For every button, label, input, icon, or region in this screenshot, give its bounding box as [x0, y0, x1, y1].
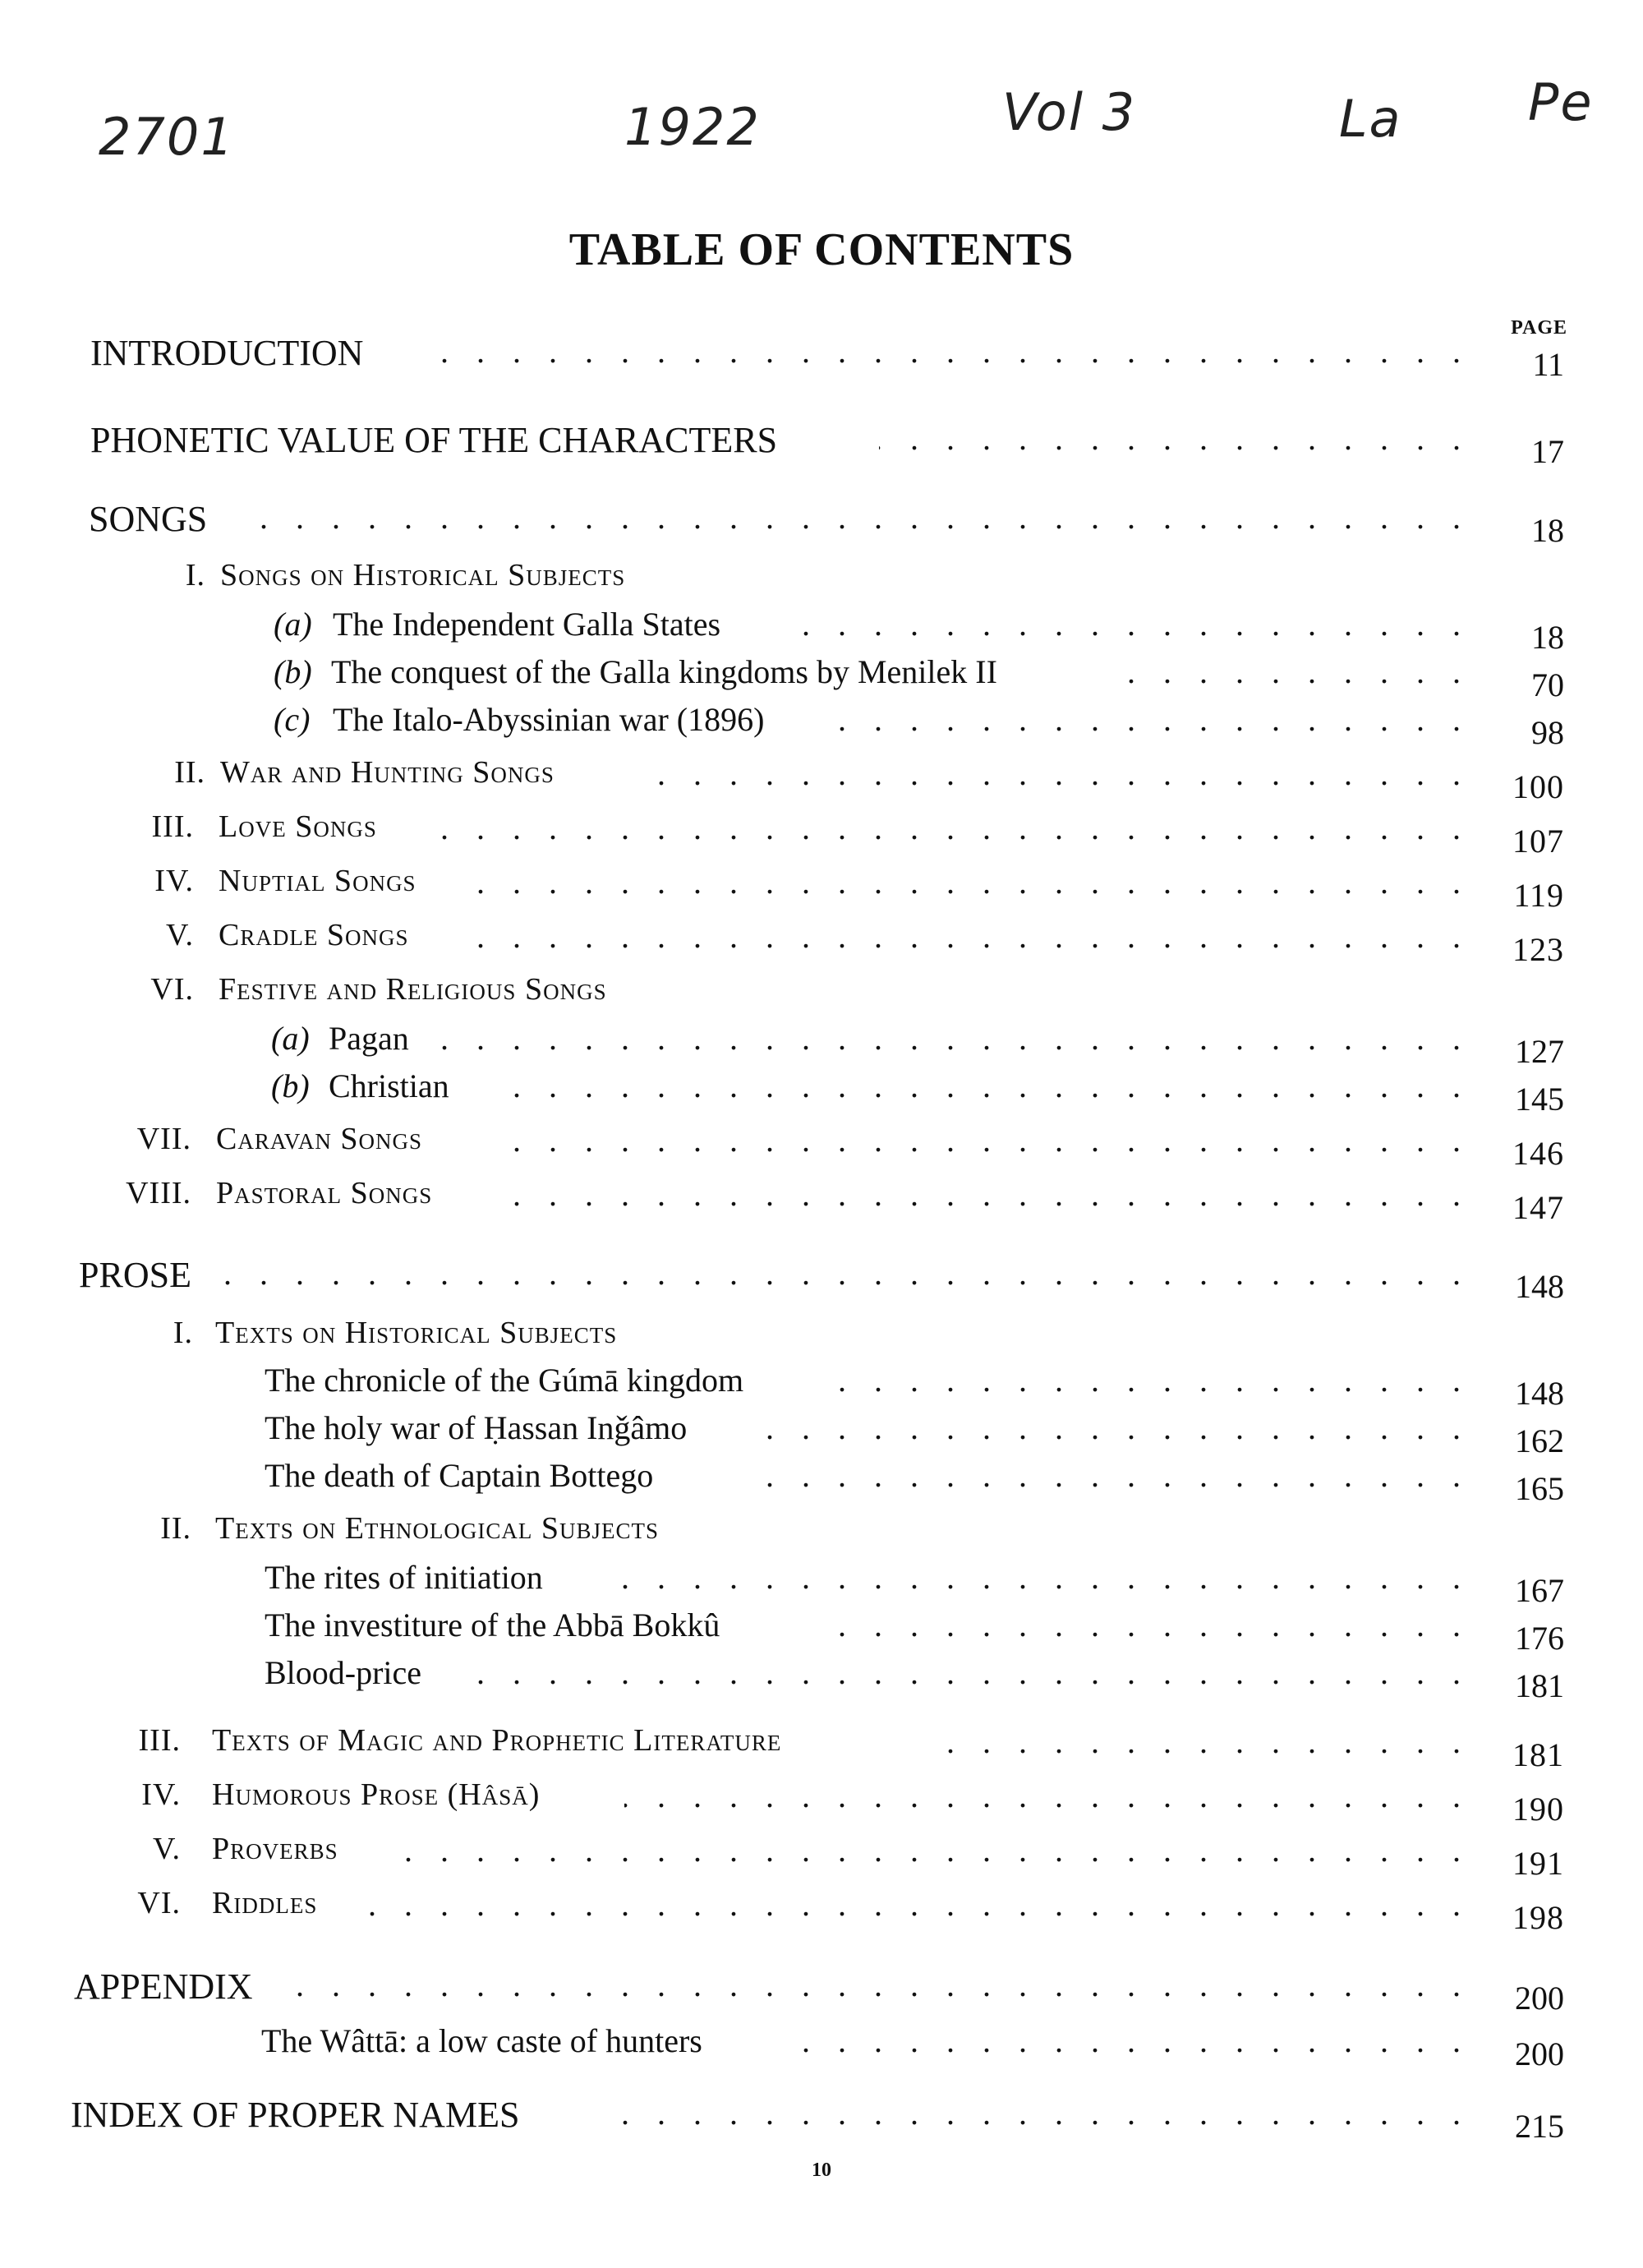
toc-entry — [0, 700, 1643, 749]
entry-page: 181 — [1515, 1667, 1564, 1704]
dot-leader — [937, 1722, 1470, 1759]
entry-label: Caravan Songs — [216, 1122, 423, 1156]
entry-number: I. — [173, 1316, 193, 1350]
handwritten-language: La — [1339, 89, 1402, 149]
dot-leader — [838, 700, 1470, 736]
dot-leader — [591, 2094, 1470, 2130]
entry-page: 198 — [1512, 1899, 1564, 1936]
entry-label: Humorous Prose (Hâsā) — [212, 1777, 541, 1812]
toc-entry — [0, 1315, 1643, 1364]
dot-leader — [288, 1966, 1470, 2002]
entry-number: I. — [185, 558, 205, 592]
handwritten-accession: 2701 — [99, 107, 235, 167]
entry-page: 176 — [1515, 1620, 1564, 1657]
dot-leader — [813, 1606, 1470, 1642]
dot-leader — [386, 1831, 1470, 1867]
entry-page: 123 — [1512, 931, 1564, 968]
entry-number: II. — [174, 755, 205, 790]
entry-number: (a) — [274, 606, 312, 643]
toc-entry — [0, 557, 1643, 606]
dot-leader — [641, 754, 1470, 791]
entry-number: VII. — [136, 1122, 191, 1156]
dot-leader — [739, 1456, 1470, 1492]
entry-page: 167 — [1515, 1572, 1564, 1609]
dot-leader — [879, 419, 1470, 455]
entry-page: 18 — [1531, 619, 1564, 656]
toc-entry — [0, 863, 1643, 912]
entry-label: Nuptial Songs — [219, 864, 417, 898]
toc-entry — [0, 1019, 1643, 1068]
entry-page: 148 — [1515, 1375, 1564, 1412]
entry-label: War and Hunting Songs — [220, 755, 555, 790]
page-title: TABLE OF CONTENTS — [568, 224, 1075, 275]
toc-entry — [0, 1121, 1643, 1170]
toc-entry — [0, 1966, 1643, 2015]
toc-entry — [0, 917, 1643, 966]
dot-leader — [353, 1885, 1470, 1921]
dot-leader — [440, 1019, 1470, 1055]
toc-entry — [0, 1831, 1643, 1880]
entry-number: (b) — [274, 653, 312, 690]
entry-page: 127 — [1515, 1033, 1564, 1070]
entry-number: III. — [151, 809, 194, 844]
dot-leader — [1117, 652, 1470, 689]
toc-entry — [0, 1254, 1643, 1303]
toc-entry — [0, 971, 1643, 1021]
toc-entry — [0, 498, 1643, 547]
dot-leader — [624, 1777, 1470, 1813]
entry-page: 200 — [1515, 2035, 1564, 2072]
entry-label: Riddles — [212, 1886, 318, 1920]
page-column-heading: PAGE — [1511, 317, 1567, 339]
entry-page: 18 — [1531, 512, 1564, 549]
entry-number: V. — [165, 918, 194, 952]
toc-entry — [0, 754, 1643, 804]
entry-page: 119 — [1513, 877, 1564, 914]
entry-label: Proverbs — [212, 1832, 338, 1866]
entry-page: 107 — [1512, 823, 1564, 860]
entry-number: II. — [160, 1511, 191, 1546]
entry-label: Texts on Ethnological Subjects — [215, 1511, 660, 1546]
entry-label: The rites of initiation — [265, 1559, 543, 1596]
entry-page: 215 — [1515, 2108, 1564, 2145]
entry-label: Pagan — [329, 1020, 409, 1057]
entry-page: 191 — [1512, 1845, 1564, 1882]
entry-page: 146 — [1512, 1135, 1564, 1172]
toc-entry — [0, 1456, 1643, 1505]
entry-page: 17 — [1531, 433, 1564, 470]
toc-entry — [0, 605, 1643, 654]
entry-page: 190 — [1512, 1791, 1564, 1828]
entry-label: Blood-price — [265, 1654, 422, 1691]
toc-entry — [0, 809, 1643, 858]
entry-label: The holy war of Ḥassan Inǧâmo — [265, 1409, 688, 1446]
entry-page: 162 — [1515, 1422, 1564, 1459]
entry-number: VI. — [150, 972, 194, 1007]
toc-entry — [0, 1175, 1643, 1224]
toc-entry — [0, 1885, 1643, 1934]
entry-label: PROSE — [79, 1255, 191, 1295]
entry-label: Love Songs — [219, 809, 377, 844]
entry-page: 70 — [1531, 666, 1564, 703]
dot-leader — [764, 1408, 1470, 1445]
entry-page: 11 — [1532, 346, 1564, 383]
toc-entry — [0, 1606, 1643, 1655]
entry-label: The investiture of the Abbā Bokkû — [265, 1606, 720, 1643]
dot-leader — [493, 1175, 1470, 1211]
dot-leader — [419, 332, 1470, 368]
dot-leader — [472, 863, 1470, 899]
entry-number: IV. — [141, 1777, 181, 1812]
entry-number: (a) — [271, 1020, 310, 1057]
entry-label: Cradle Songs — [219, 918, 409, 952]
handwritten-volume: Vol 3 — [1002, 82, 1137, 142]
entry-label: The death of Captain Bottego — [265, 1457, 654, 1494]
entry-page: 165 — [1515, 1470, 1564, 1507]
entry-label: Pastoral Songs — [216, 1176, 433, 1210]
toc-entry — [0, 1558, 1643, 1607]
entry-label: INTRODUCTION — [90, 333, 364, 373]
dot-leader — [460, 917, 1470, 953]
entry-number: V. — [152, 1832, 181, 1866]
toc-entry — [0, 652, 1643, 702]
entry-label: INDEX OF PROPER NAMES — [71, 2095, 520, 2135]
entry-page: 200 — [1515, 1980, 1564, 2017]
entry-label: The Independent Galla States — [333, 606, 721, 643]
entry-label: Festive and Religious Songs — [219, 972, 607, 1007]
entry-number: IV. — [154, 864, 194, 898]
dot-leader — [460, 1653, 1470, 1689]
dot-leader — [214, 1254, 1470, 1290]
dot-leader — [493, 1121, 1470, 1157]
entry-page: 147 — [1512, 1189, 1564, 1226]
toc-entry — [0, 1408, 1643, 1458]
toc-entry — [0, 332, 1643, 381]
entry-label: The Wâttā: a low caste of hunters — [261, 2022, 702, 2059]
toc-entry — [0, 1722, 1643, 1772]
entry-label: PHONETIC VALUE OF THE CHARACTERS — [90, 420, 778, 460]
entry-number: III. — [138, 1723, 181, 1758]
entry-label: The conquest of the Galla kingdoms by Menilek II — [331, 653, 997, 690]
entry-number: VIII. — [126, 1176, 191, 1210]
entry-number: VI. — [137, 1886, 181, 1920]
toc-entry — [0, 419, 1643, 468]
entry-label: SONGS — [89, 499, 208, 539]
entry-label: APPENDIX — [74, 1966, 253, 2007]
dot-leader — [789, 605, 1470, 641]
entry-number: (c) — [274, 701, 311, 738]
entry-page: 100 — [1512, 768, 1564, 805]
toc-entry — [0, 1067, 1643, 1116]
entry-label: The chronicle of the Gúmā kingdom — [265, 1362, 744, 1399]
entry-label: Christian — [329, 1067, 449, 1104]
toc-entry — [0, 1361, 1643, 1410]
page-number: 10 — [812, 2160, 831, 2181]
entry-page: 145 — [1515, 1081, 1564, 1118]
dot-leader — [830, 1361, 1470, 1397]
handwritten-year: 1922 — [624, 97, 761, 157]
dot-leader — [797, 2021, 1470, 2058]
dot-leader — [427, 809, 1470, 845]
handwritten-initials: Pe — [1528, 72, 1594, 132]
entry-label: The Italo-Abyssinian war (1896) — [333, 701, 765, 738]
dot-leader — [234, 498, 1470, 534]
dot-leader — [608, 1558, 1470, 1594]
entry-page: 148 — [1515, 1268, 1564, 1305]
entry-page: 181 — [1512, 1736, 1564, 1773]
toc-entry — [0, 2021, 1643, 2071]
toc-entry — [0, 2094, 1643, 2143]
entry-label: Texts of Magic and Prophetic Literature — [212, 1723, 782, 1758]
dot-leader — [509, 1067, 1470, 1103]
toc-entry — [0, 1653, 1643, 1703]
entry-label: Songs on Historical Subjects — [220, 558, 626, 592]
entry-label: Texts on Historical Subjects — [215, 1316, 618, 1350]
entry-page: 98 — [1531, 714, 1564, 751]
toc-entry — [0, 1510, 1643, 1560]
entry-number: (b) — [271, 1067, 310, 1104]
toc-entry — [0, 1777, 1643, 1826]
